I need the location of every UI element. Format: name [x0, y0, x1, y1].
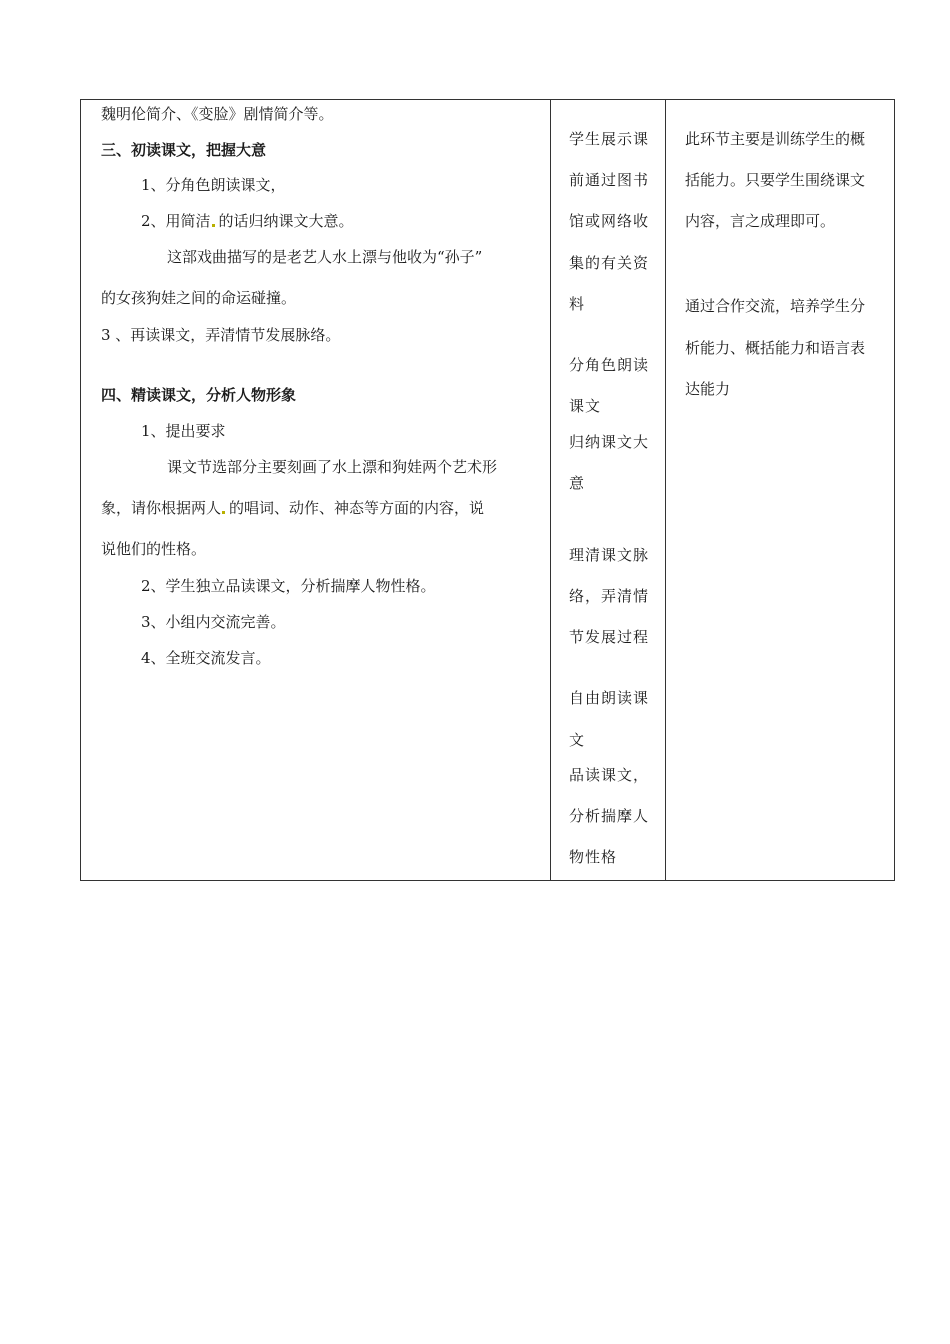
section-4-item-3: 3、小组内交流完善。 — [141, 613, 286, 631]
activity-line: 课文 — [569, 397, 602, 415]
activity-line: 分角色朗读 — [569, 356, 650, 374]
section-4-item-2: 2、学生独立品读课文，分析揣摩人物性格。 — [141, 577, 436, 595]
activity-line: 馆或网络收 — [569, 212, 650, 230]
intent-line: 通过合作交流，培养学生分 — [685, 297, 866, 315]
activity-line: 理清课文脉 — [569, 546, 650, 564]
intent-column — [666, 100, 896, 880]
section-3-summary-line-2: 的女孩狗娃之间的命运碰撞。 — [101, 289, 297, 307]
section-3-item-2: 2、用简洁 的话归纳课文大意。 — [141, 212, 354, 230]
activity-line: 集的有关资 — [569, 254, 650, 272]
activity-line: 络，弄清情 — [569, 587, 650, 605]
intent-line: 此环节主要是训练学生的概 — [685, 130, 866, 148]
activity-line: 前通过图书 — [569, 171, 650, 189]
activity-line: 学生展示课 — [569, 130, 650, 148]
section-3-item-1: 1、分角色朗读课文， — [141, 176, 286, 194]
activity-line: 分析揣摩人 — [569, 807, 650, 825]
activity-line: 品读课文， — [569, 766, 650, 784]
activity-line: 物性格 — [569, 848, 618, 866]
section-4-requirement-line-1: 课文节选部分主要刻画了水上漂和狗娃两个艺术形 — [167, 458, 498, 476]
section-4-heading: 四、精读课文，分析人物形象 — [101, 386, 297, 404]
highlight-mark — [212, 224, 215, 227]
intent-line: 析能力、概括能力和语言表 — [685, 339, 866, 357]
lesson-table — [80, 99, 895, 881]
activity-line: 归纳课文大 — [569, 433, 650, 451]
activity-line: 意 — [569, 474, 586, 492]
highlight-mark — [222, 511, 225, 514]
section-3-heading: 三、初读课文，把握大意 — [101, 141, 267, 159]
activity-column — [551, 100, 665, 880]
activity-line: 自由朗读课 — [569, 689, 650, 707]
activity-line: 节发展过程 — [569, 628, 650, 646]
activity-line: 文 — [569, 731, 586, 749]
section-3-item-3: 3 、再读课文，弄清情节发展脉络。 — [101, 326, 341, 344]
section-3-summary-line-1: 这部戏曲描写的是老艺人水上漂与他收为“孙子” — [167, 248, 483, 266]
content-column — [81, 100, 550, 880]
section-4-requirement-line-3: 说他们的性格。 — [101, 540, 207, 558]
activity-line: 料 — [569, 295, 586, 313]
section-4-item-1: 1、提出要求 — [141, 422, 226, 440]
intro-line: 魏明伦简介、《变脸》剧情简介等。 — [101, 105, 334, 123]
intent-line: 括能力。只要学生围绕课文 — [685, 171, 866, 189]
section-4-item-4: 4、全班交流发言。 — [141, 649, 271, 667]
intent-line: 内容，言之成理即可。 — [685, 212, 836, 230]
section-4-requirement-line-2: 象，请你根据两人 的唱词、动作、神态等方面的内容，说 — [101, 499, 485, 517]
intent-line: 达能力 — [685, 380, 731, 398]
